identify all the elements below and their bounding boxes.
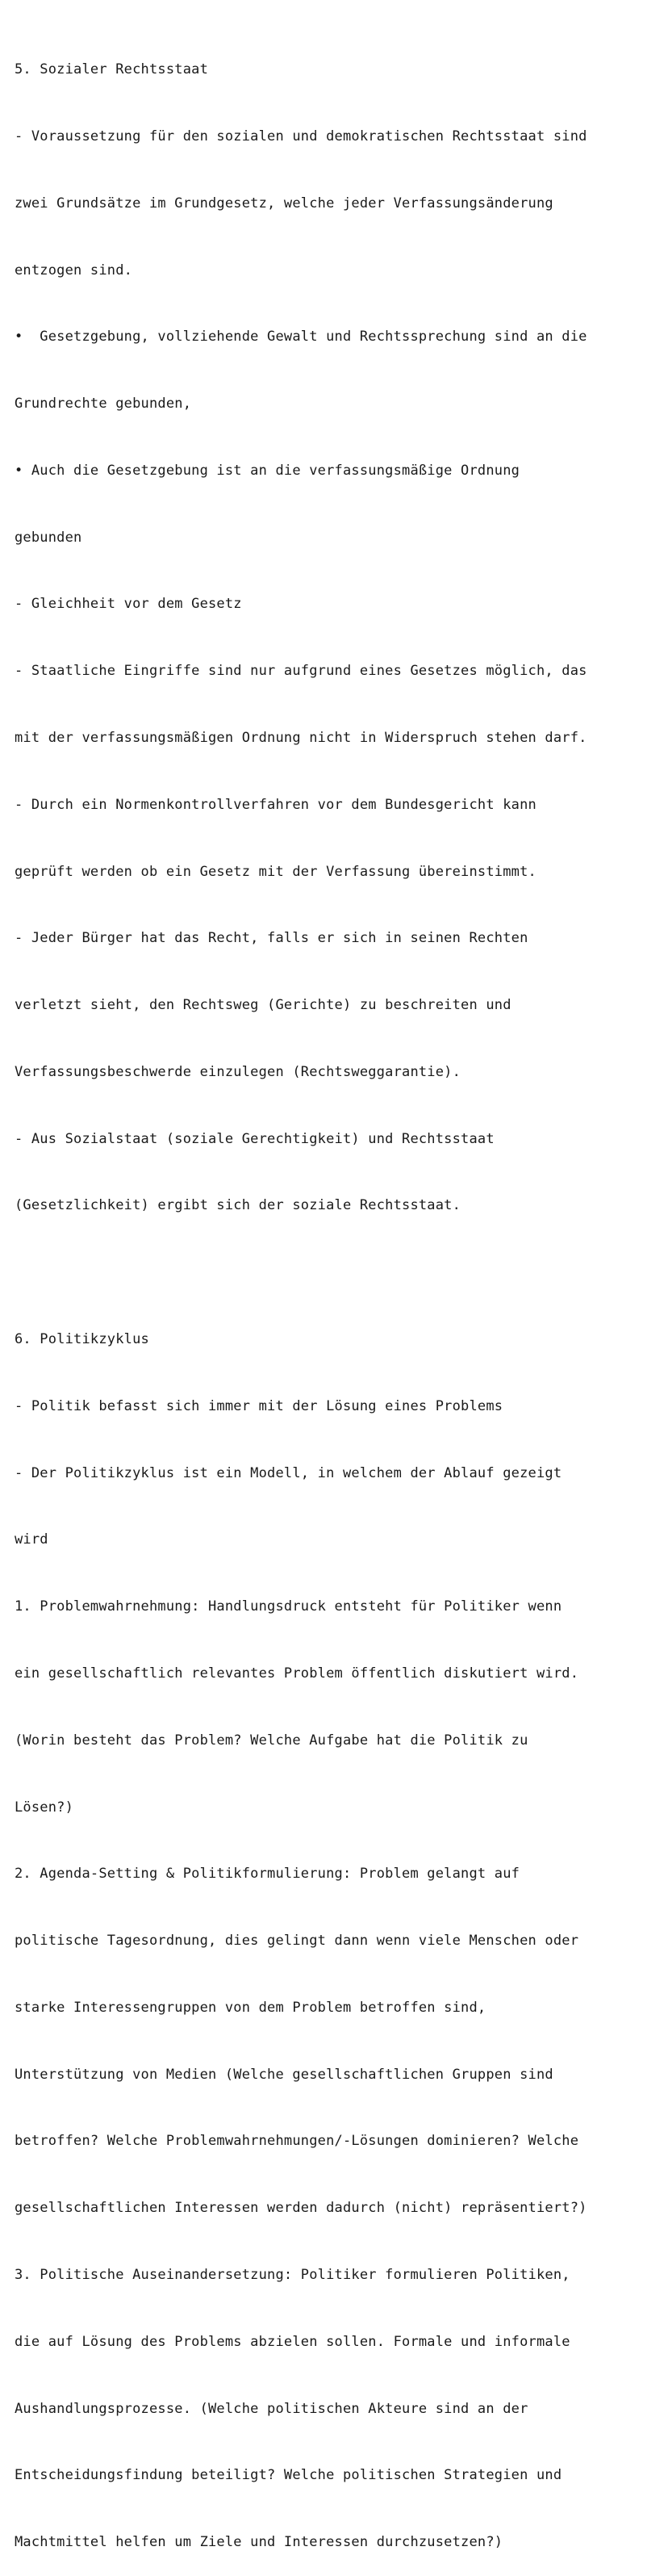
section-5-line: • Auch die Gesetzgebung ist an die verfassungsmäßige Ordnung	[15, 462, 520, 479]
section-5-line: - Staatliche Eingriffe sind nur aufgrund eines Gesetzes möglich, das	[15, 663, 587, 680]
section-5-line: • Gesetzgebung, vollziehende Gewalt und Rechtssprechung sind an die	[15, 329, 587, 346]
section-6-line: betroffen? Welche Problemwahrnehmungen/-Lösungen dominieren? Welche	[15, 2133, 579, 2150]
section-5-line: zwei Grundsätze im Grundgesetz, welche jeder Verfassungsänderung	[15, 195, 553, 212]
section-6-line: 3. Politische Auseinandersetzung: Politiker formulieren Politiken,	[15, 2266, 570, 2283]
blank-line	[15, 1262, 660, 1284]
section-6-line: (Worin besteht das Problem? Welche Aufgabe hat die Politik zu	[15, 1732, 528, 1749]
section-5-line: mit der verfassungsmäßigen Ordnung nicht in Widerspruch stehen darf.	[15, 730, 587, 746]
section-5-line: verletzt sieht, den Rechtsweg (Gerichte) zu beschreiten und	[15, 997, 511, 1014]
section-6-line: ein gesellschaftlich relevantes Problem öffentlich diskutiert wird.	[15, 1665, 579, 1682]
section-6-line: starke Interessengruppen von dem Problem betroffen sind,	[15, 1999, 486, 2016]
section-6-line: - Der Politikzyklus ist ein Modell, in welchem der Ablauf gezeigt	[15, 1464, 562, 1481]
section-5-title: 5. Sozialer Rechtsstaat	[15, 61, 209, 78]
section-6-line: Entscheidungsfindung beteiligt? Welche politischen Strategien und	[15, 2467, 562, 2484]
section-6-line: Aushandlungsprozesse. (Welche politischen Akteure sind an der	[15, 2400, 528, 2417]
document-body	[15, 15, 660, 2576]
section-5-line: Grundrechte gebunden,	[15, 396, 192, 413]
section-6-line: Lösen?)	[15, 1799, 74, 1816]
section-5-line: gebunden	[15, 529, 82, 546]
section-5-line: - Jeder Bürger hat das Recht, falls er sich in seinen Rechten	[15, 930, 528, 947]
section-6-line: wird	[15, 1531, 48, 1548]
section-6-line: Machtmittel helfen um Ziele und Interessen durchzusetzen?)	[15, 2534, 503, 2551]
section-6-line: die auf Lösung des Problems abzielen sollen. Formale und informale	[15, 2333, 570, 2350]
section-5-line: - Gleichheit vor dem Gesetz	[15, 596, 242, 613]
section-6-line: gesellschaftlichen Interessen werden dadurch (nicht) repräsentiert?)	[15, 2200, 587, 2217]
section-5-line: - Aus Sozialstaat (soziale Gerechtigkeit) und Rechtsstaat	[15, 1130, 495, 1147]
section-5-line: (Gesetzlichkeit) ergibt sich der soziale Rechtsstaat.	[15, 1197, 461, 1214]
section-5-line: - Durch ein Normenkontrollverfahren vor dem Bundesgericht kann	[15, 796, 536, 813]
section-5-line: - Voraussetzung für den sozialen und demokratischen Rechtsstaat sind	[15, 128, 587, 145]
section-6-line: Unterstützung von Medien (Welche gesellschaftlichen Gruppen sind	[15, 2066, 553, 2083]
section-6-line: 1. Problemwahrnehmung: Handlungsdruck entsteht für Politiker wenn	[15, 1598, 562, 1615]
section-6-line: 2. Agenda-Setting & Politikformulierung: Problem gelangt auf	[15, 1866, 520, 1883]
section-6-line: politische Tagesordnung, dies gelingt dann wenn viele Menschen oder	[15, 1933, 579, 1950]
section-5-line: entzogen sind.	[15, 262, 133, 279]
section-5-line: Verfassungsbeschwerde einzulegen (Rechtsweggarantie).	[15, 1063, 461, 1080]
section-5-line: geprüft werden ob ein Gesetz mit der Verfassung übereinstimmt.	[15, 863, 536, 880]
section-6-title: 6. Politikzyklus	[15, 1331, 149, 1348]
section-6-line: - Politik befasst sich immer mit der Lösung eines Problems	[15, 1397, 503, 1414]
